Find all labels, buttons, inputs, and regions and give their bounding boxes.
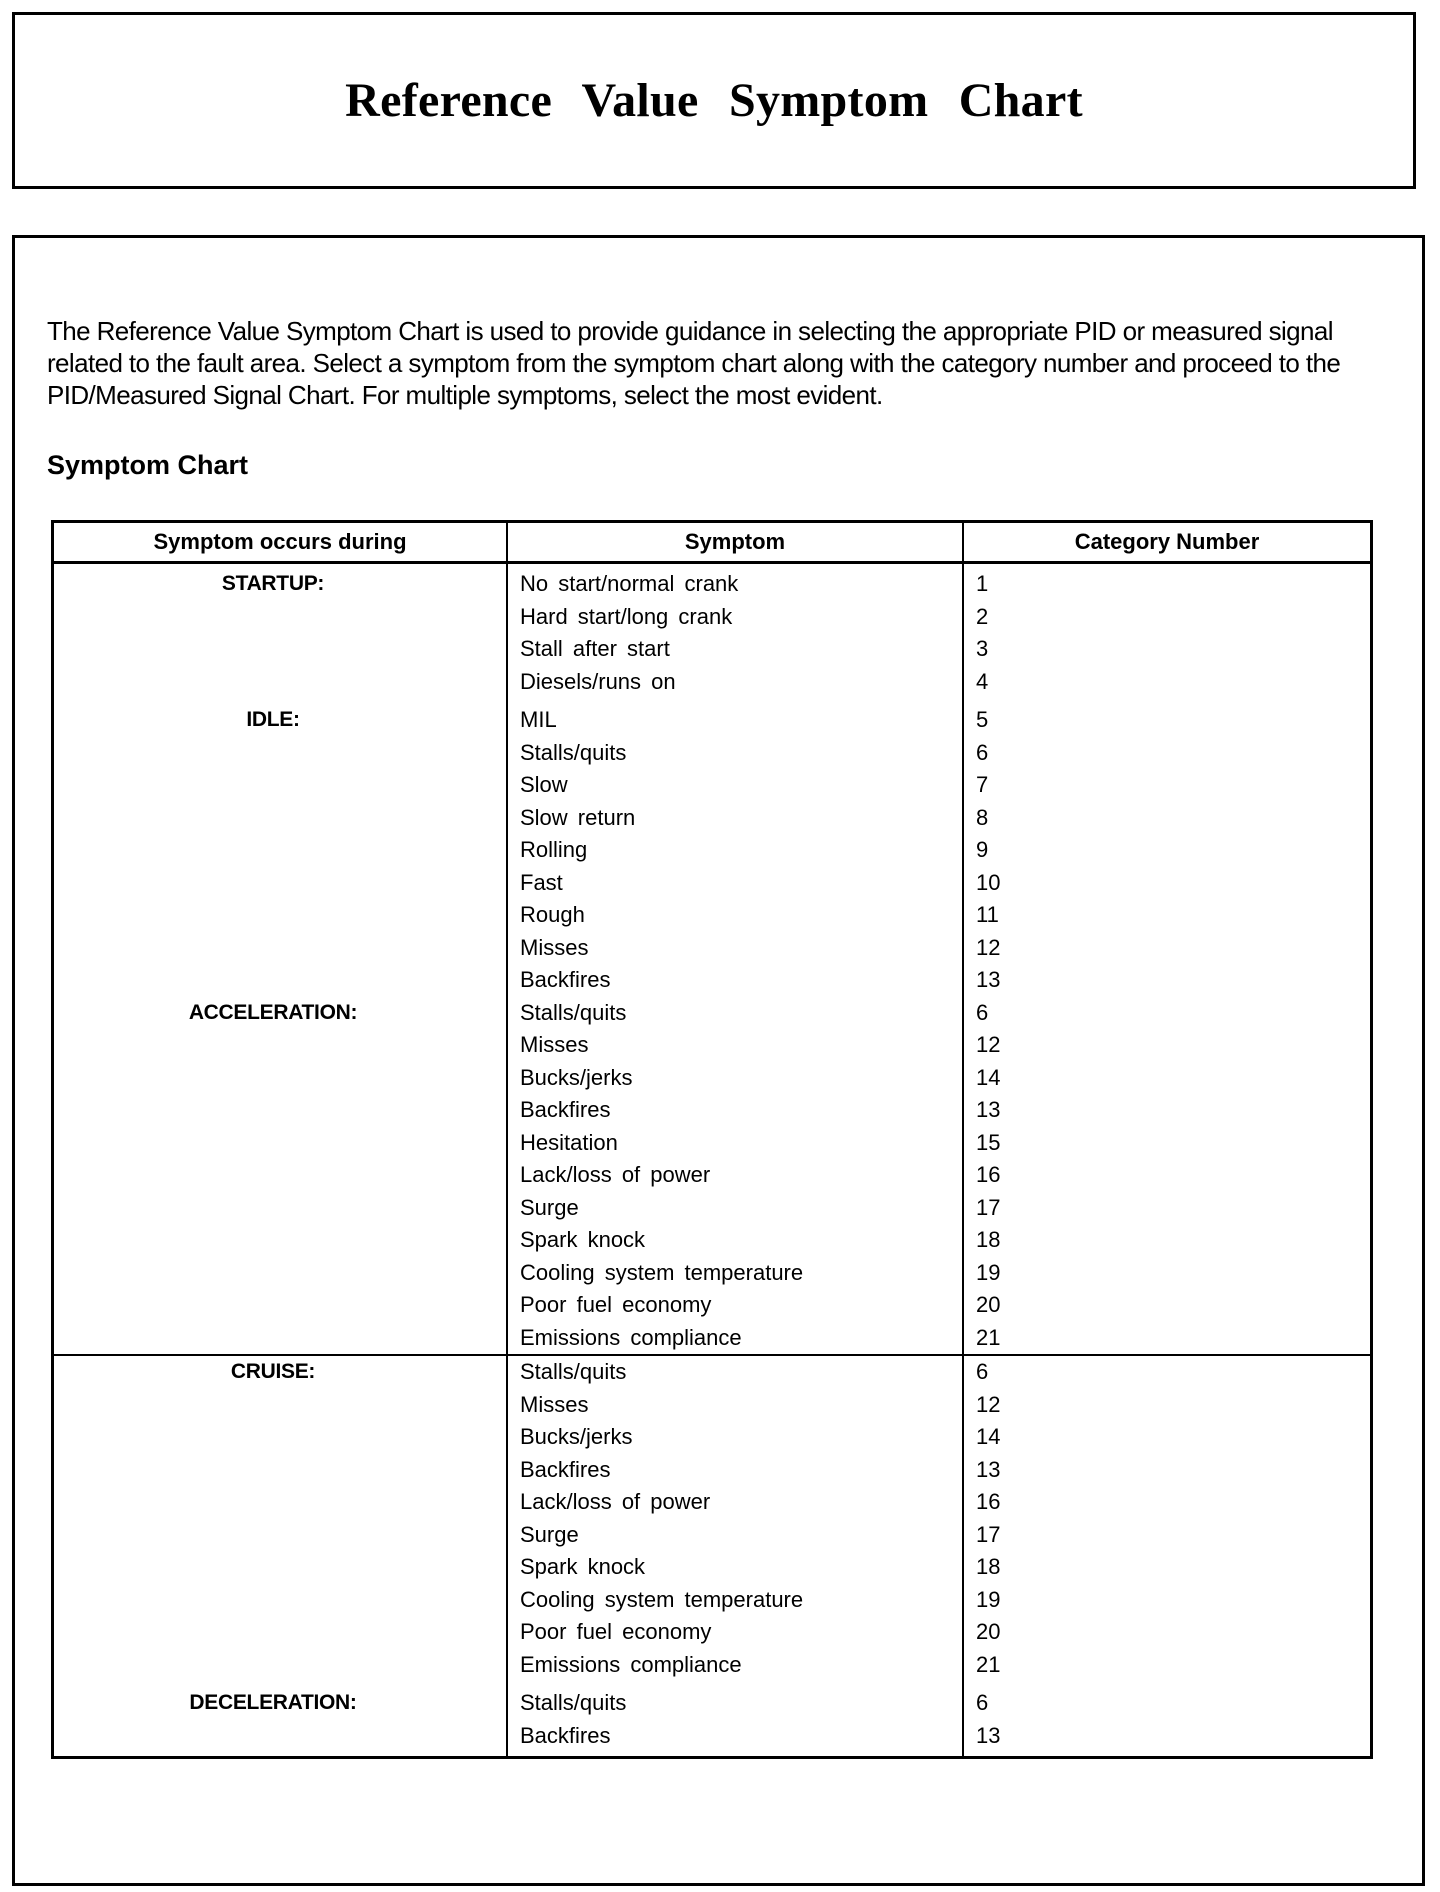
category-cell: 5 [963,698,1372,737]
table-row [53,1616,1372,1649]
table-row [53,1681,1372,1720]
phase-cell [53,1649,508,1682]
table-row [53,1322,1372,1356]
category-cell: 12 [963,1029,1372,1062]
phase-cell [53,899,508,932]
table-row [53,1421,1372,1454]
symptom-cell: Misses [507,1389,963,1422]
content-box [12,235,1425,1886]
category-cell: 13 [963,1454,1372,1487]
phase-cell [53,1322,508,1356]
symptom-cell: Stalls/quits [507,1355,963,1389]
phase-cell [53,802,508,835]
phase-cell [53,932,508,965]
symptom-cell: Backfires [507,1454,963,1487]
column-header-phase: Symptom occurs during [53,522,508,563]
table-row [53,1649,1372,1682]
table-body [53,563,1372,1758]
category-cell: 18 [963,1224,1372,1257]
symptom-cell: Stalls/quits [507,737,963,770]
symptom-cell: Spark knock [507,1224,963,1257]
phase-cell [53,834,508,867]
symptom-cell: Emissions compliance [507,1322,963,1356]
phase-cell [53,1257,508,1290]
symptom-cell: Surge [507,1519,963,1552]
phase-cell [53,769,508,802]
phase-cell [53,1519,508,1552]
symptom-cell: Emissions compliance [507,1649,963,1682]
category-cell: 6 [963,737,1372,770]
table-row [53,1389,1372,1422]
table-row [53,1127,1372,1160]
category-cell: 14 [963,1062,1372,1095]
category-cell: 17 [963,1519,1372,1552]
symptom-cell: Hesitation [507,1127,963,1160]
phase-cell: IDLE: [246,708,300,732]
phase-cell: STARTUP: [221,572,325,596]
category-cell: 21 [963,1649,1372,1682]
table-row [53,1192,1372,1225]
symptom-cell: Cooling system temperature [507,1584,963,1617]
phase-cell [53,1159,508,1192]
category-cell: 13 [963,1720,1372,1758]
symptom-cell: Lack/loss of power [507,1159,963,1192]
symptom-cell: Slow return [507,802,963,835]
category-cell: 8 [963,802,1372,835]
symptom-cell: No start/normal crank [507,563,963,601]
table-row [53,737,1372,770]
table-row [53,932,1372,965]
symptom-cell: Poor fuel economy [507,1289,963,1322]
category-cell: 18 [963,1551,1372,1584]
table-row [53,834,1372,867]
phase-cell [53,1029,508,1062]
symptom-cell: Poor fuel economy [507,1616,963,1649]
symptom-cell: Backfires [507,1720,963,1758]
phase-cell [53,1127,508,1160]
table-row [53,1584,1372,1617]
table-row [53,899,1372,932]
table-row [53,698,1372,737]
phase-cell [53,1486,508,1519]
category-cell: 7 [963,769,1372,802]
phase-cell [53,1454,508,1487]
table-row [53,601,1372,634]
table-row [53,1159,1372,1192]
category-cell: 12 [963,1389,1372,1422]
symptom-cell: Fast [507,867,963,900]
category-cell: 20 [963,1289,1372,1322]
category-cell: 6 [963,997,1372,1030]
category-cell: 17 [963,1192,1372,1225]
table-row [53,1094,1372,1127]
phase-cell [53,1224,508,1257]
category-cell: 4 [963,666,1372,699]
table-row [53,1062,1372,1095]
symptom-cell: Backfires [507,1094,963,1127]
section-title: Symptom Chart [47,450,249,480]
column-header-category: Category Number [963,522,1372,563]
symptom-cell: Cooling system temperature [507,1257,963,1290]
category-cell: 12 [963,932,1372,965]
phase-cell [53,1389,508,1422]
symptom-cell: Lack/loss of power [507,1486,963,1519]
table-row [53,1519,1372,1552]
phase-cell [53,1192,508,1225]
symptom-cell: Backfires [507,964,963,997]
column-header-symptom: Symptom [507,522,963,563]
phase-cell [53,633,508,666]
category-cell: 14 [963,1421,1372,1454]
category-cell: 20 [963,1616,1372,1649]
table-row [53,1454,1372,1487]
category-cell: 3 [963,633,1372,666]
category-cell: 16 [963,1159,1372,1192]
phase-cell [53,867,508,900]
phase-cell [53,1584,508,1617]
table-row [53,769,1372,802]
table-row [53,1551,1372,1584]
table-row [53,867,1372,900]
page-title: Reference Value Symptom Chart [345,74,1083,127]
symptom-cell: Bucks/jerks [507,1421,963,1454]
symptom-cell: Rolling [507,834,963,867]
symptom-cell: Spark knock [507,1551,963,1584]
symptom-cell: Surge [507,1192,963,1225]
phase-cell: DECELERATION: [189,1691,357,1715]
category-cell: 6 [963,1355,1372,1389]
symptom-chart-table [51,520,1373,1759]
phase-cell: ACCELERATION: [188,1000,358,1024]
category-cell: 13 [963,964,1372,997]
category-cell: 6 [963,1681,1372,1720]
phase-cell [53,1616,508,1649]
symptom-cell: MIL [507,698,963,737]
symptom-cell: Misses [507,1029,963,1062]
phase-cell [53,1551,508,1584]
phase-cell: CRUISE: [53,1355,508,1389]
category-cell: 11 [963,899,1372,932]
symptom-cell: Bucks/jerks [507,1062,963,1095]
title-box [12,12,1416,189]
category-cell: 13 [963,1094,1372,1127]
table-row [53,964,1372,997]
phase-cell [53,1421,508,1454]
table-row [53,1029,1372,1062]
phase-cell [53,964,508,997]
table-row [53,1224,1372,1257]
table-row [53,1355,1372,1389]
category-cell: 2 [963,601,1372,634]
category-cell: 9 [963,834,1372,867]
table-row [53,666,1372,699]
phase-cell [53,1094,508,1127]
table-row [53,1720,1372,1758]
table-row [53,633,1372,666]
phase-cell [53,666,508,699]
phase-cell [53,1289,508,1322]
category-cell: 21 [963,1322,1372,1356]
symptom-cell: Stalls/quits [507,997,963,1030]
category-cell: 19 [963,1257,1372,1290]
table-row [53,563,1372,601]
phase-cell [53,1720,508,1758]
phase-cell [53,1062,508,1095]
table-row [53,1289,1372,1322]
table-row [53,1257,1372,1290]
intro-paragraph: The Reference Value Symptom Chart is used to provide guidance in selecting the appropriate PID or measured signal related to the fault area. Select a symptom from the symptom chart along with the category number and proceed to the PID/Measured Signal Chart. For multiple symptoms, select the most evident. [47,316,1341,410]
symptom-cell: Stall after start [507,633,963,666]
category-cell: 15 [963,1127,1372,1160]
symptom-cell: Rough [507,899,963,932]
symptom-cell: Slow [507,769,963,802]
symptom-cell: Diesels/runs on [507,666,963,699]
table-header-row [53,522,1372,563]
phase-cell [53,601,508,634]
symptom-cell: Misses [507,932,963,965]
table-row [53,997,1372,1030]
table-row [53,802,1372,835]
symptom-cell: Hard start/long crank [507,601,963,634]
category-cell: 10 [963,867,1372,900]
table-row [53,1486,1372,1519]
symptom-cell: Stalls/quits [507,1681,963,1720]
category-cell: 1 [963,563,1372,601]
category-cell: 16 [963,1486,1372,1519]
phase-cell [53,737,508,770]
category-cell: 19 [963,1584,1372,1617]
